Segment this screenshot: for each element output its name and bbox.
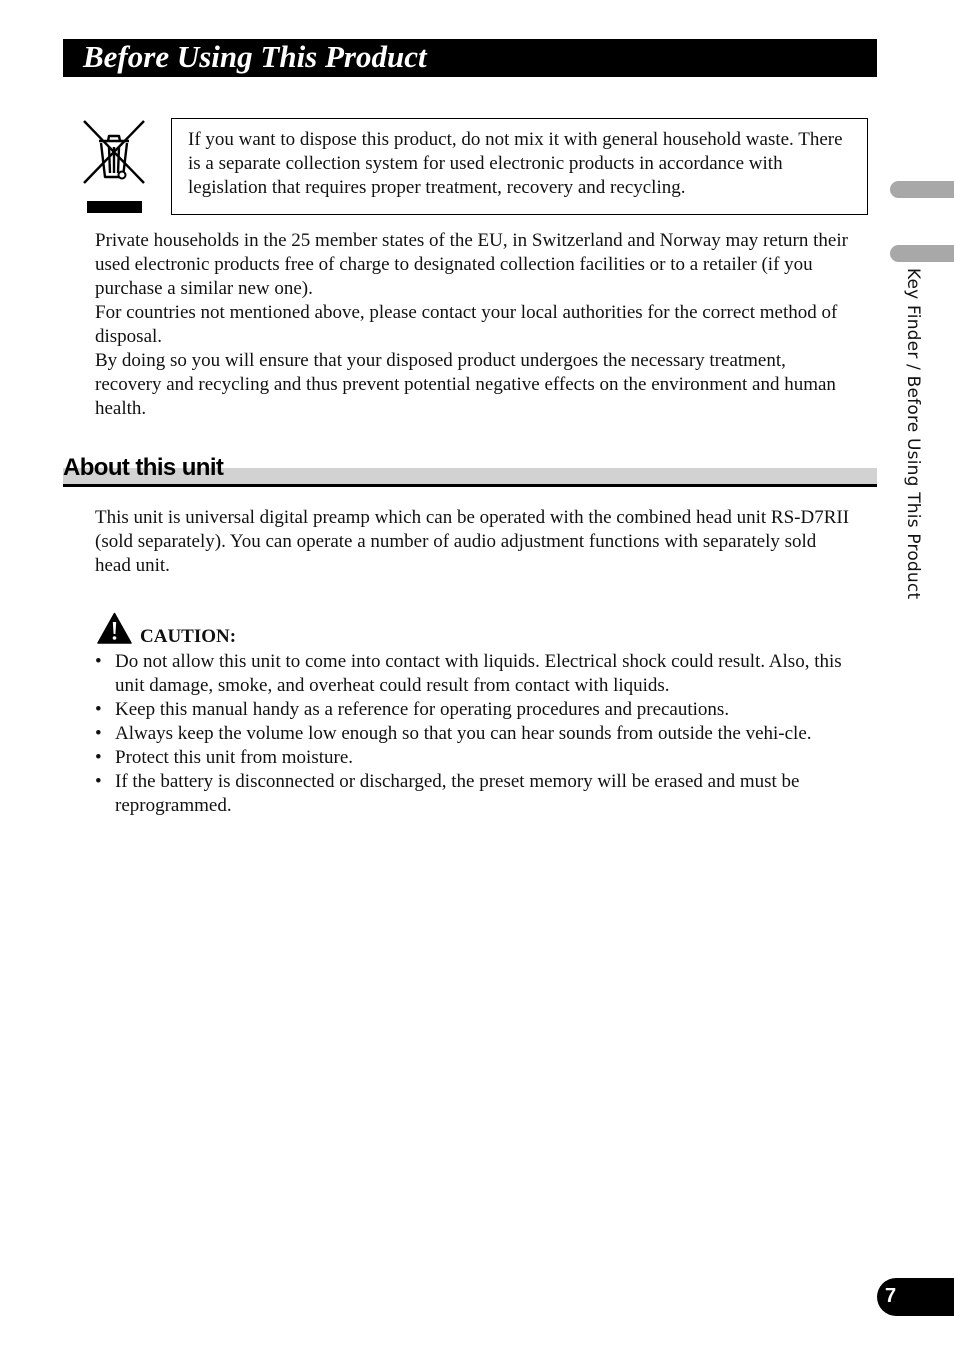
side-index-tab-active — [890, 245, 954, 262]
bullet: • — [95, 699, 102, 720]
caution-item-text: Do not allow this unit to come into contact with liquids. Electrical shock could result. Also, this unit damage, smoke, and overheat could result from contact with liquids. — [115, 651, 842, 696]
page-number: 7 — [885, 1285, 897, 1307]
page-number-tab — [877, 1278, 954, 1316]
disposal-paragraph: By doing so you will ensure that your disposed product undergoes the necessary treatment, recovery and recycling and thus prevent potential negative effects on the environment and human health. — [95, 350, 836, 419]
caution-item — [95, 746, 855, 770]
disposal-notice-text: If you want to dispose this product, do not mix it with general household waste. There is a separate collection system for used electronic products in accordance with legislation that requires proper treatment, recovery and recycling. — [188, 129, 843, 198]
warning-triangle-icon — [97, 612, 132, 644]
bullet: • — [95, 747, 102, 768]
side-index-label: Key Finder / Before Using This Product — [903, 268, 923, 600]
caution-label: CAUTION: — [140, 626, 237, 647]
disposal-paragraph: Private households in the 25 member states of the EU, in Switzerland and Norway may return their used electronic products free of charge to designated collection facilities or to a retailer (if you purchase a similar new one). — [95, 230, 848, 299]
crossed-out-wheelie-bin-icon — [82, 119, 146, 214]
caution-item — [95, 770, 855, 818]
caution-item-text: Keep this manual handy as a reference for operating procedures and precautions. — [115, 699, 730, 720]
side-index-tab — [890, 181, 954, 198]
caution-item — [95, 698, 855, 722]
bullet: • — [95, 723, 102, 744]
section-heading-about — [63, 450, 877, 487]
caution-item-text: If the battery is disconnected or discharged, the preset memory will be erased and must be reprogrammed. — [115, 771, 800, 816]
bullet: • — [95, 771, 102, 792]
disposal-notice-box — [171, 118, 868, 215]
disposal-paragraph: For countries not mentioned above, please contact your local authorities for the correct method of disposal. — [95, 302, 838, 347]
caution-list — [95, 650, 855, 818]
section-title: About this unit — [63, 454, 224, 481]
page-title-bar — [63, 39, 877, 77]
disposal-paragraphs — [95, 229, 855, 421]
caution-item-text: Always keep the volume low enough so that you can hear sounds from outside the vehi-cle. — [115, 723, 812, 744]
bullet: • — [95, 651, 102, 672]
page-title: Before Using This Product — [83, 39, 427, 74]
caution-item-text: Protect this unit from moisture. — [115, 747, 354, 768]
caution-item — [95, 650, 855, 698]
about-paragraph: This unit is universal digital preamp which can be operated with the combined head unit RS-D7RII (sold separately). You can operate a number of audio adjustment functions with separately sold head unit. — [95, 507, 850, 576]
caution-item — [95, 722, 855, 746]
